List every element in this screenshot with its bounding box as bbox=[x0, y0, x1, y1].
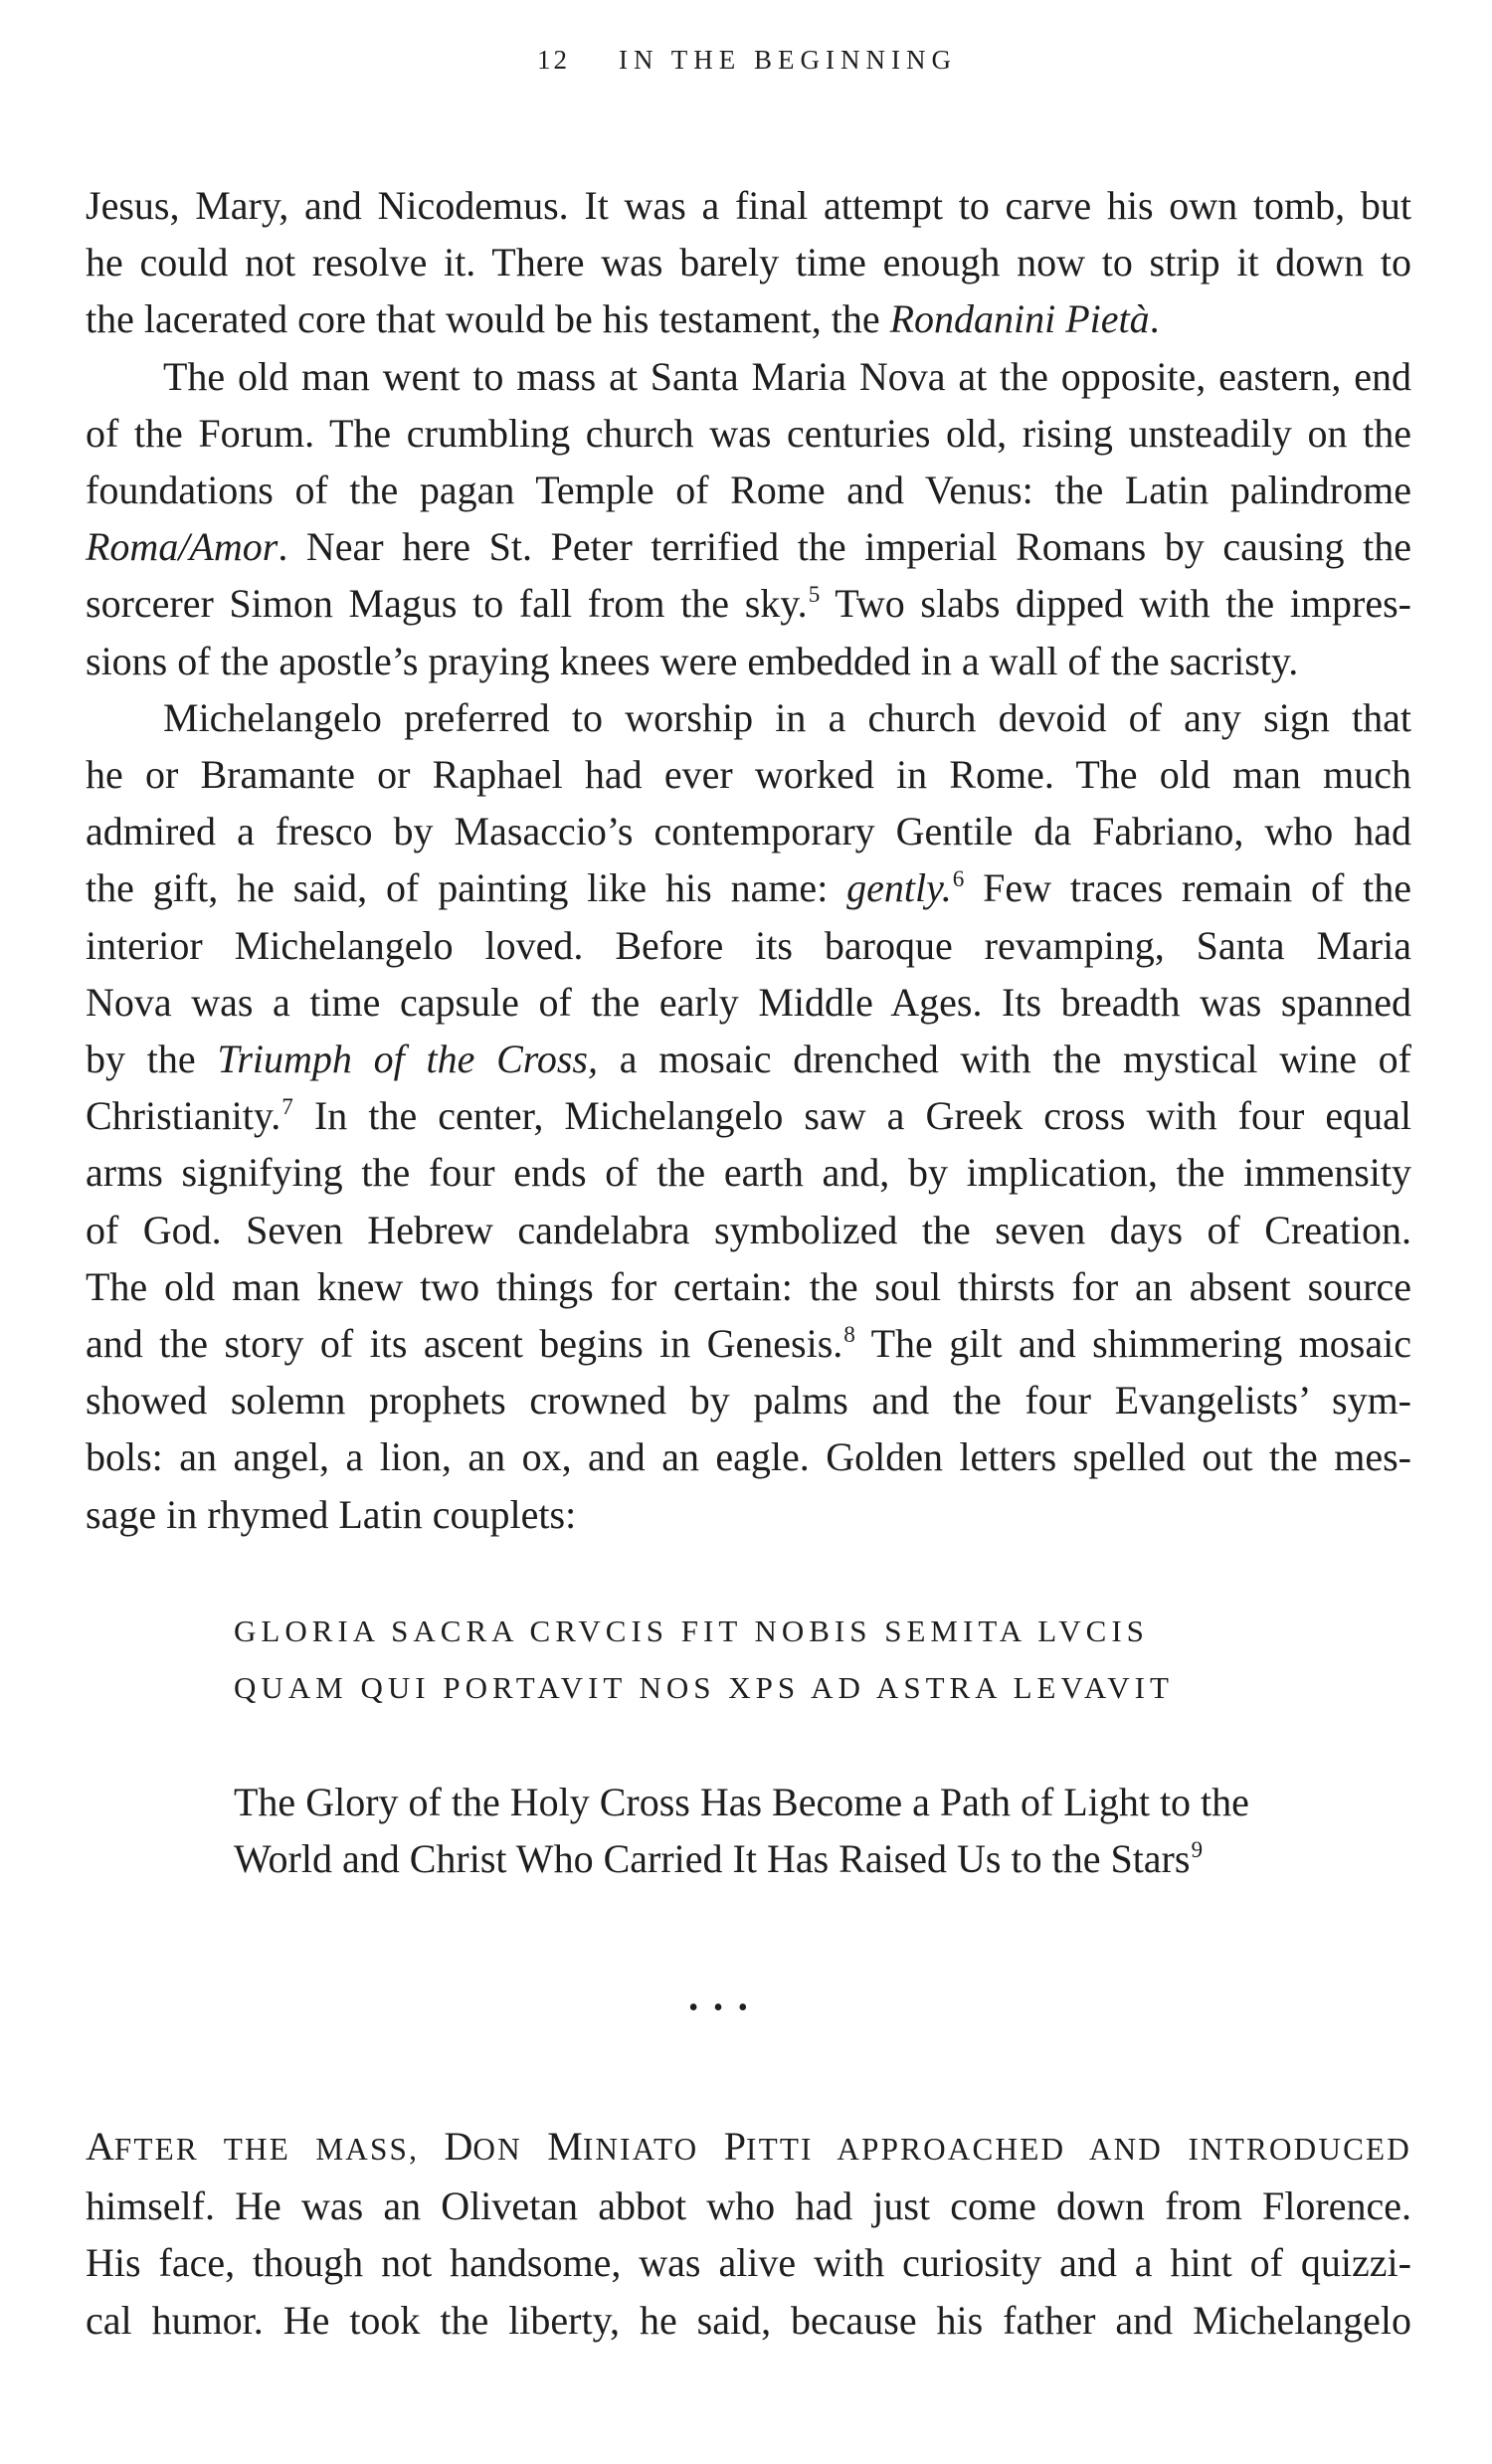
line-text: Few traces remain of the bbox=[964, 865, 1411, 911]
line-text: Jesus, Mary, and Nicodemus. It was a final attempt to carve his own tomb, but bbox=[86, 183, 1411, 228]
text-line bbox=[86, 1258, 1411, 1315]
line-text: The old man knew two things for certain: the soul thirsts for an absent source bbox=[86, 1263, 1411, 1309]
text-line bbox=[86, 575, 1411, 632]
italic-text: Roma/Amor bbox=[86, 524, 279, 570]
text-line bbox=[86, 348, 1411, 405]
small-caps-text: ITTI APPROACHED AND INTRODUCED bbox=[746, 2132, 1411, 2167]
line-text: sions of the apostle’s praying knees were embedded in a wall of the sacristy. bbox=[86, 638, 1299, 683]
section-text bbox=[86, 2118, 1411, 2349]
line-text: and the story of its ascent begins in Genesis. bbox=[86, 1321, 843, 1367]
line-text: His face, though not handsome, was alive with curiosity and a hint of quizzi- bbox=[86, 2240, 1411, 2286]
line-text: bols: an angel, a lion, an ox, and an eagle. Golden letters spelled out the mes- bbox=[86, 1434, 1411, 1480]
small-caps-text: INIATO bbox=[582, 2132, 724, 2167]
text-line bbox=[86, 2118, 1411, 2178]
text-line bbox=[86, 1202, 1411, 1258]
line-text: arms signifying the four ends of the earth and, by implication, the immensity bbox=[86, 1150, 1411, 1196]
line-text: Two slabs dipped with the impres- bbox=[820, 581, 1412, 627]
inscription-translation bbox=[234, 1774, 1378, 1887]
text-line bbox=[86, 1372, 1411, 1428]
line-text: The Glory of the Holy Cross Has Become a Path of Light to the bbox=[234, 1780, 1249, 1824]
running-title: IN THE BEGINNING bbox=[619, 45, 957, 75]
text-line bbox=[86, 917, 1411, 974]
text-line bbox=[234, 1830, 1378, 1887]
latin-inscription bbox=[234, 1603, 1174, 1716]
text-line bbox=[86, 462, 1411, 518]
text-line bbox=[86, 803, 1411, 859]
line-text: Michelangelo preferred to worship in a church devoid of any sign that bbox=[163, 694, 1411, 740]
page-number: 12 bbox=[537, 45, 570, 75]
footnote-ref: 5 bbox=[808, 582, 821, 609]
line-text: Nova was a time capsule of the early Middle Ages. Its breadth was spanned bbox=[86, 979, 1411, 1025]
footnote-ref: 8 bbox=[843, 1321, 855, 1348]
line-text: interior Michelangelo loved. Before its baroque revamping, Santa Maria bbox=[86, 922, 1411, 968]
text-line bbox=[86, 234, 1411, 290]
line-text: D bbox=[444, 2124, 473, 2169]
text-line bbox=[86, 1315, 1411, 1372]
line-text: The old man went to mass at Santa Maria Nova at the opposite, eastern, end bbox=[163, 353, 1411, 399]
line-text: a mosaic drenched with the mystical wine of bbox=[597, 1037, 1412, 1082]
line-text: cal humor. He took the liberty, he said, because his father and Michelangelo bbox=[86, 2297, 1411, 2343]
running-head bbox=[0, 42, 1492, 78]
latin-line: GLORIA SACRA CRVCIS FIT NOBIS SEMITA LVCIS bbox=[234, 1613, 1149, 1648]
text-line bbox=[86, 2234, 1411, 2291]
line-text: sage in rhymed Latin couplets: bbox=[86, 1491, 577, 1537]
small-caps-text: ON bbox=[472, 2132, 548, 2167]
section-break-ornament: • • • bbox=[688, 1992, 752, 2023]
text-line bbox=[234, 1774, 1378, 1830]
line-text: of the Forum. The crumbling church was centuries old, rising unsteadily on the bbox=[86, 410, 1411, 456]
text-line bbox=[86, 859, 1411, 916]
line-text: . bbox=[1149, 296, 1160, 342]
line-text: admired a fresco by Masaccio’s contemporary Gentile da Fabriano, who had bbox=[86, 809, 1411, 854]
text-line bbox=[86, 1031, 1411, 1087]
line-text: Christianity. bbox=[86, 1093, 281, 1139]
footnote-ref: 6 bbox=[952, 866, 965, 893]
small-caps-text: FTER THE MASS, bbox=[113, 2132, 445, 2167]
paragraph bbox=[86, 2118, 1411, 2349]
text-line bbox=[86, 1428, 1411, 1485]
italic-text: gently. bbox=[846, 865, 952, 911]
text-line bbox=[86, 177, 1411, 234]
text-line bbox=[86, 633, 1411, 689]
line-text: World and Christ Who Carried It Has Raised Us to the Stars bbox=[234, 1836, 1191, 1882]
line-text: sorcerer Simon Magus to fall from the sky. bbox=[86, 581, 808, 627]
text-line bbox=[86, 1144, 1411, 1201]
line-text: he or Bramante or Raphael had ever worked in Rome. The old man much bbox=[86, 752, 1411, 798]
latin-line: QUAM QUI PORTAVIT NOS XPS AD ASTRA LEVAVIT bbox=[234, 1670, 1174, 1706]
paragraph bbox=[86, 689, 1411, 1543]
text-line bbox=[86, 290, 1411, 347]
line-text: . Near here St. Peter terrified the imperial Romans by causing the bbox=[278, 524, 1411, 570]
line-text: himself. He was an Olivetan abbot who had just come down from Florence. bbox=[86, 2183, 1411, 2229]
line-text: the lacerated core that would be his testament, the bbox=[86, 296, 890, 342]
text-line bbox=[86, 974, 1411, 1031]
italic-text: Rondanini Pietà bbox=[889, 296, 1150, 342]
line-text: of God. Seven Hebrew candelabra symbolized the seven days of Creation. bbox=[86, 1207, 1411, 1252]
text-line bbox=[86, 518, 1411, 575]
main-text bbox=[86, 177, 1411, 1543]
line-text: The gilt and shimmering mosaic bbox=[854, 1321, 1411, 1367]
line-text: P bbox=[723, 2124, 747, 2169]
text-line bbox=[86, 746, 1411, 803]
line-text: the gift, he said, of painting like his name: bbox=[86, 865, 847, 911]
text-line bbox=[86, 405, 1411, 462]
line-text: foundations of the pagan Temple of Rome and Venus: the Latin palindrome bbox=[86, 468, 1411, 513]
line-text: showed solemn prophets crowned by palms and the four Evangelists’ sym- bbox=[86, 1378, 1411, 1423]
footnote-ref: 7 bbox=[281, 1093, 293, 1120]
italic-text: Triumph of the Cross, bbox=[217, 1037, 598, 1082]
line-text: he could not resolve it. There was barely time enough now to strip it down to bbox=[86, 240, 1411, 285]
line-text: In the center, Michelangelo saw a Greek cross with four equal bbox=[292, 1093, 1411, 1139]
paragraph bbox=[86, 177, 1411, 348]
text-line bbox=[86, 1087, 1411, 1144]
text-line bbox=[86, 1486, 1411, 1543]
line-text: M bbox=[547, 2124, 583, 2169]
line-text: A bbox=[86, 2124, 114, 2169]
text-line bbox=[86, 2292, 1411, 2349]
text-line bbox=[86, 689, 1411, 746]
text-line bbox=[86, 2178, 1411, 2234]
footnote-ref: 9 bbox=[1191, 1836, 1204, 1863]
paragraph bbox=[86, 348, 1411, 689]
line-text: by the bbox=[86, 1037, 218, 1082]
